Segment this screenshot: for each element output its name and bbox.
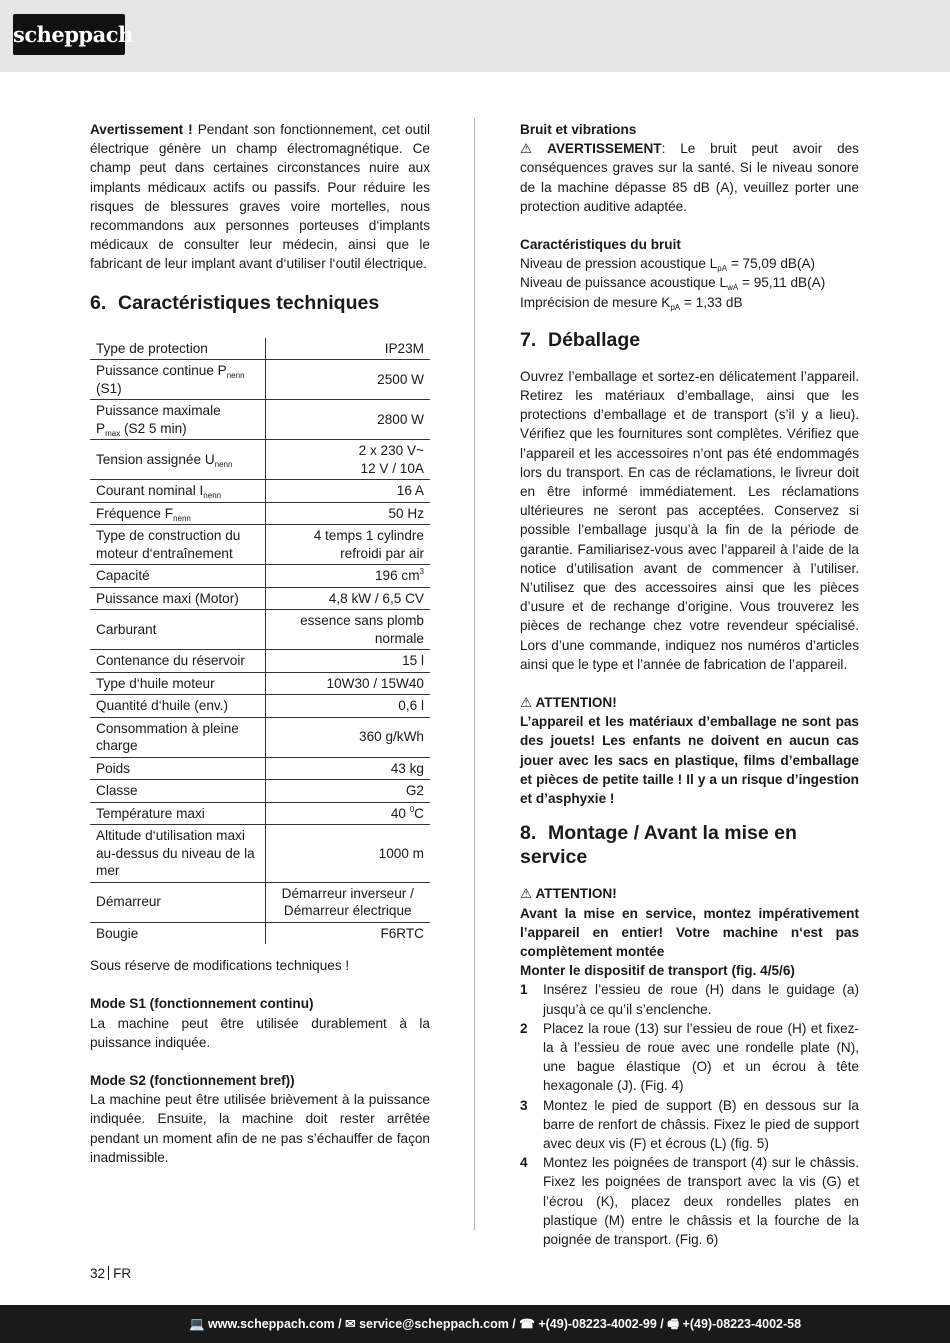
table-row	[90, 825, 430, 883]
spec-value: 15 l	[265, 650, 430, 673]
spec-value	[265, 440, 430, 480]
noise-kpa-sub: pA	[670, 302, 681, 312]
section-7-number: 7.	[520, 328, 537, 351]
fax-icon: 🖷	[667, 1317, 680, 1331]
noise-lwa	[520, 273, 859, 292]
table-row	[90, 780, 430, 803]
table-row	[90, 717, 430, 757]
spec-value-line: normale	[374, 630, 424, 646]
spec-value: F6RTC	[380, 925, 424, 941]
phone-icon: ☎	[519, 1317, 535, 1331]
step-text: Montez les poignées de transport (4) sur le châssis. Fixez les poignées de transport avec la vis (G) et l’écrou (K), placez deux rondelles plates en plastique (M) entre le châssis et la fourche de la poignée de transport. (Fig. 6)	[543, 1155, 859, 1247]
table-row	[90, 502, 430, 525]
table-row	[90, 610, 430, 650]
step-text: Insérez l’essieu de roue (H) dans le guidage (a) jusqu’à ce qu’il s’enclenche.	[543, 982, 859, 1017]
spec-value	[265, 802, 430, 825]
spec-value-line: Démarreur inverseur /	[281, 885, 414, 901]
noise-warning-text: : Le bruit peut avoir des conséquences graves sur la santé. Si le niveau sonore de la machine dépasse 85 dB (A), veuillez porter une protection auditive adaptée.	[520, 141, 859, 214]
spec-value: G2	[265, 780, 430, 803]
spec-key-text: P	[96, 420, 106, 436]
spec-value: 0,6 l	[265, 695, 430, 718]
spec-value-sup: 3	[419, 567, 424, 577]
table-row	[90, 440, 430, 480]
section-6-number: 6.	[90, 291, 107, 314]
spec-value-line: refroidi par air	[340, 545, 424, 561]
spec-value: 2800 W	[265, 400, 430, 440]
spec-key-text: Tension assignée U	[96, 451, 215, 467]
spec-key-text: Puissance continue P	[96, 363, 227, 379]
spec-value-text: C	[414, 805, 424, 821]
scheppach-logo	[13, 14, 133, 55]
right-column	[520, 120, 859, 1249]
spec-value-line: Démarreur électrique	[283, 903, 412, 919]
warning-icon: ⚠	[520, 695, 533, 711]
spec-key	[90, 480, 265, 503]
page-number	[90, 1265, 131, 1283]
attention-2-label: ATTENTION!	[535, 886, 617, 902]
spec-value	[265, 525, 430, 565]
spec-value-sup: 0	[409, 804, 415, 814]
list-item	[520, 1096, 859, 1154]
spec-key: Type de construction du moteur d‘entraînement	[90, 525, 265, 565]
mode-s2-text: La machine peut être utilisée brièvement à la puissance indiquée. Ensuite, la machine doit rester arrêtée pendant un moment afin de ne pas s’échauffer de façon inadmissible.	[90, 1092, 430, 1165]
footer-phone: +(49)-08223-4002-99 /	[538, 1317, 664, 1331]
table-row	[90, 922, 430, 944]
spec-value-line: 4 temps 1 cylindre	[313, 528, 424, 544]
step-number: 4	[520, 1155, 528, 1171]
mode-s2-title: Mode S2 (fonctionnement bref))	[90, 1072, 295, 1088]
noise-kpa-value: = 1,33 dB	[680, 294, 743, 310]
spec-key-text: Courant nominal I	[96, 483, 204, 499]
spec-key: Altitude d‘utilisation maxi au-dessus du niveau de la mer	[90, 825, 265, 883]
spec-value-text: 196 cm	[374, 568, 420, 584]
attention-1-heading	[520, 693, 859, 712]
spec-value: 10W30 / 15W40	[265, 672, 430, 695]
step-number: 2	[520, 1020, 528, 1036]
spec-value-line: 2 x 230 V~	[358, 443, 424, 459]
spec-value: 1000 m	[265, 825, 430, 883]
spec-value-line: essence sans plomb	[300, 613, 424, 629]
footer-fax: +(49)-08223-4002-58	[682, 1317, 802, 1331]
noise-lpa	[520, 254, 859, 273]
page-number-value: 32	[90, 1266, 106, 1281]
spec-value	[265, 610, 430, 650]
mode-s1-text: La machine peut être utilisée durablement à la puissance indiquée.	[90, 1015, 430, 1050]
list-item	[520, 1153, 859, 1249]
spec-key: Classe	[90, 780, 265, 803]
list-item	[520, 1019, 859, 1096]
noise-char-title: Caractéristiques du bruit	[520, 237, 681, 253]
table-row	[90, 757, 430, 780]
spec-value	[265, 882, 430, 922]
noise-lpa-label: Niveau de pression acoustique L	[520, 256, 718, 272]
table-row	[90, 400, 430, 440]
column-divider	[474, 118, 475, 1230]
noise-kpa-label: Imprécision de mesure K	[520, 294, 671, 310]
section-8-heading	[520, 821, 859, 869]
table-row	[90, 695, 430, 718]
table-row	[90, 882, 430, 922]
table-row	[90, 650, 430, 673]
spec-key: Quantité d‘huile (env.)	[90, 695, 265, 718]
table-row	[90, 672, 430, 695]
spec-key: Type de protection	[90, 338, 265, 360]
noise-lpa-sub: pA	[717, 264, 728, 274]
noise-lwa-label: Niveau de puissance acoustique L	[520, 275, 728, 291]
mode-s1-title: Mode S1 (fonctionnement continu)	[90, 996, 314, 1012]
warning-icon: ⚠	[520, 141, 533, 157]
spec-value: IP23M	[265, 338, 430, 360]
spec-key: Carburant	[90, 610, 265, 650]
spec-key	[90, 400, 265, 440]
table-row	[90, 525, 430, 565]
spec-value-text: 40	[390, 805, 410, 821]
attention-1-label: ATTENTION!	[535, 695, 617, 711]
section-6-title: Caractéristiques techniques	[118, 291, 380, 314]
spec-key	[90, 440, 265, 480]
spec-key-sub: nenn	[226, 371, 245, 381]
noise-warning	[520, 139, 859, 216]
spec-key-text: Fréquence F	[96, 505, 174, 521]
specs-table	[90, 338, 430, 945]
noise-lwa-sub: wA	[727, 283, 739, 293]
spec-key-sub: nenn	[173, 513, 191, 523]
emf-warning-paragraph	[90, 120, 430, 274]
spec-key: Puissance maxi (Motor)	[90, 587, 265, 610]
spec-key: Contenance du réservoir	[90, 650, 265, 673]
section-6-heading	[90, 291, 430, 315]
spec-value: 50 Hz	[265, 502, 430, 525]
emf-warning-text: Pendant son fonctionnement, cet outil électrique génère un champ électromagnétique. Ce champ peut dans certaines circonstances nuire aux implants médicaux actifs ou passifs. Pour réduire les risques de blessures graves voire mortelles, nous recommandons aux personnes porteuses d‘implants médicaux de consulter leur médecin, ainsi que le fabricant de leur implant avant d‘utiliser l‘outil électrique.	[90, 122, 430, 272]
warning-icon: ⚠	[520, 886, 533, 902]
spec-key: Consommation à pleine charge	[90, 717, 265, 757]
spec-value	[265, 565, 430, 588]
page-number-separator	[108, 1266, 109, 1280]
spec-key-sub: nenn	[214, 459, 233, 469]
spec-key: Capacité	[90, 565, 265, 588]
spec-key-sub: max	[105, 428, 121, 438]
table-row	[90, 802, 430, 825]
spec-value: 360 g/kWh	[265, 717, 430, 757]
step-text: Montez le pied de support (B) en dessous sur la barre de renfort de châssis. Fixez le pied de support avec deux vis (F) et écrous (L) (fig. 5)	[543, 1097, 859, 1151]
section-7-heading	[520, 328, 859, 352]
spec-key: Démarreur	[90, 882, 265, 922]
section-8-number: 8.	[520, 822, 537, 845]
spec-key-text: (S2 5 min)	[120, 420, 187, 436]
spec-value-line: 12 V / 10A	[360, 460, 424, 476]
step-text: Placez la roue (13) sur l’essieu de roue (H) et fixez-la à l’essieu de roue avec une rondelle plate (N), une bague élastique (O) et un écrou à tête hexagonale (J). (Fig. 4)	[543, 1020, 859, 1094]
noise-lpa-value: = 75,09 dB(A)	[727, 256, 816, 272]
spec-value: 2500 W	[265, 360, 430, 400]
attention-2-heading	[520, 884, 859, 903]
page-header	[0, 0, 950, 72]
table-row	[90, 565, 430, 588]
step-number: 1	[520, 982, 528, 998]
spec-value: 4,8 kW / 6,5 CV	[265, 587, 430, 610]
footer-website[interactable]: www.scheppach.com /	[208, 1317, 342, 1331]
computer-icon: 💻	[188, 1317, 205, 1331]
spec-key	[90, 502, 265, 525]
spec-key-text: Puissance maximale	[96, 403, 221, 419]
spec-key: Type d‘huile moteur	[90, 672, 265, 695]
table-row	[90, 360, 430, 400]
noise-warning-label: AVERTISSEMENT	[547, 141, 662, 157]
step-number: 3	[520, 1097, 528, 1113]
list-item	[520, 980, 859, 1018]
spec-value: 16 A	[265, 480, 430, 503]
spec-key	[90, 360, 265, 400]
spec-key: Bougie	[90, 922, 265, 944]
transport-title: Monter le dispositif de transport (fig. 4/5/6)	[520, 963, 795, 979]
section-8-title: Montage / Avant la mise en service	[520, 822, 797, 869]
table-row	[90, 587, 430, 610]
noise-lwa-value: = 95,11 dB(A)	[738, 275, 826, 291]
attention-2-text: Avant la mise en service, montez impérativement l’appareil en entier! Votre machine n‘est pas complètement montée	[520, 905, 859, 959]
noise-kpa	[520, 293, 859, 312]
logo-text: scheppach	[13, 22, 133, 47]
spec-key: Température maxi	[90, 802, 265, 825]
table-row	[90, 480, 430, 503]
spec-key: Poids	[90, 757, 265, 780]
attention-1-text: L’appareil et les matériaux d’emballage ne sont pas des jouets! Les enfants ne doivent en aucun cas jouer avec les sacs en plastique, films d’emballage et pièces de petite taille ! Il y a un risque d’ingestion et d’asphyxie !	[520, 714, 859, 807]
emf-warning-label: Avertissement !	[90, 122, 193, 137]
spec-key-sub: nenn	[203, 491, 222, 501]
page-language: FR	[113, 1266, 132, 1281]
table-row	[90, 338, 430, 360]
page-footer	[0, 1305, 950, 1343]
transport-steps	[520, 980, 859, 1249]
spec-value: 43 kg	[265, 757, 430, 780]
footer-email[interactable]: service@scheppach.com /	[359, 1317, 516, 1331]
left-column	[90, 120, 430, 1167]
mail-icon: ✉	[345, 1317, 356, 1331]
noise-title: Bruit et vibrations	[520, 122, 637, 137]
spec-key-text: (S1)	[96, 380, 122, 396]
section-7-title: Déballage	[548, 328, 641, 351]
reserve-note: Sous réserve de modifications techniques !	[90, 958, 350, 974]
unpack-text: Ouvrez l’emballage et sortez-en délicatement l’appareil. Retirez les matériaux d’emballage, ainsi que les protections d’emballage et de transport (s’il y a lieu). Vérifiez que les fournitures sont complètes. Vérifiez que l’appareil et les accessoires n’ont pas été endommagés lors du transport. En cas de réclamations, le livreur doit en être informé immédiatement. Les réclamations ultérieures ne seront pas acceptées. Conservez si possible l’emballage jusqu’à la fin de la période de garantie. Familiarisez-vous avec l’appareil à l’aide de la notice d’utilisation avant de commencer à l’utiliser. N’utilisez que des accessoires ainsi que les pièces d’usure et de rechange d’origine. Vous trouverez les pièces de rechange chez votre revendeur spécialisé. Lors d’une commande, indiquez nos numéros d’articles ainsi que le type et l’année de fabrication de l’appareil.	[520, 368, 859, 672]
